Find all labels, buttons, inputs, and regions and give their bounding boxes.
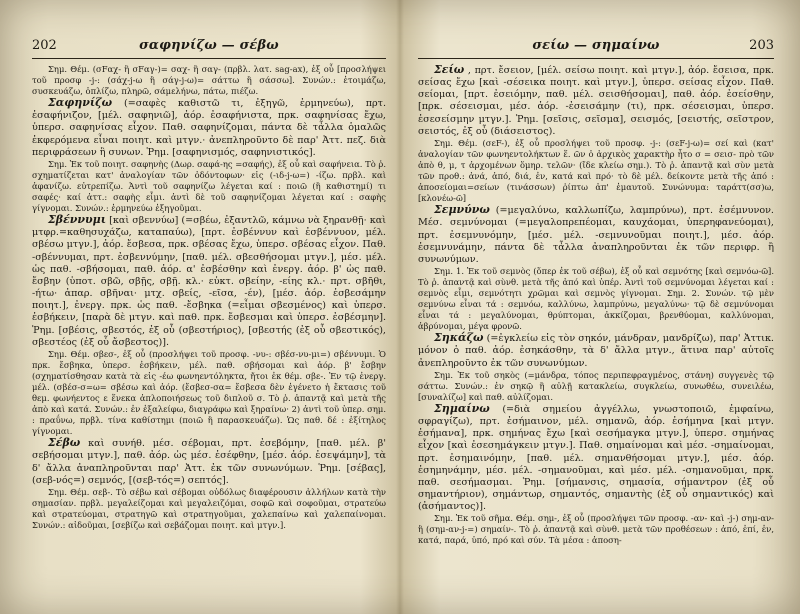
entry-paragraph — [418, 332, 774, 369]
entry-paragraph — [418, 204, 774, 266]
note-paragraph — [32, 349, 386, 437]
left-page-body — [32, 64, 386, 531]
entry-text: Σημ. Θέμ. (σFαχ- ἢ σFαγ-)= σαχ- ἢ σαγ- (πρβλ. λατ. sag-ax), ἐξ οὗ [προσλήψει τοῦ προσφ -j-: (σάχ-j-ω ἢ σάγ-j-ω)= σάττω ἢ σάσσω]. Συνών.: ἑτοιμάζω, συσκευάζω, ὁπλίζω, πληρῶ, σάμελήνω, πάτω, πιέζω. — [32, 64, 386, 97]
entry-text: Σημ. Ἐκ τοῦ σῆμα. Θέμ. σημ-, ἐξ οὗ (προσλήψει τῶν προσφ. -αν- καὶ -j-) σημ-αν- ἢ (σημ-αν-j-=) σημαίν-. Τὸ ῥ. ἀπαντᾷ καὶ σὺνθ. μετὰ τῶν προθέσεων : ἀπό, ἐπί, ἐν, κατά, παρά, ὑπό, πρό καὶ σύν. Τὰ μέσα : ἀποση- — [418, 513, 774, 546]
entry-text: (=διὰ σημείου ἀγγέλλω, γνωστοποιῶ, ἐμφαίνω, σφραγίζω), πρτ. ἐσήμαινον, μέλ. σημανῶ, ἀόρ. ἐσήμηνα [καὶ μτγν. ἐσήμανα], πρκ. σημήνας ἔχω [καὶ σεσήμαγκα μτγν.], ὑπερσ. σημήνας εἶχον [καὶ ἐσεσημάγκειν μτγν.]. Παθ. σημαίνομαι καὶ μέσ. -σημαίνομαι, πρτ. ἐσημαινόμην, [παθ. μέλ. σημανθήσομαι μτγν.], μέσ. ἀόρ. ἐσημηνάμην, μέσ. μέλ. -σημανοῦμαι, καὶ μέσ. μέλ. -σημανοῦμαι, πρκ. παθ. σεσήμασμαι. Ῥημ. [σήμανσις, σημασία, σήμαντρον (ἐξ οὗ σημαντήριον), σημάντωρ, σημαντός, σημαντὴς (ἐξ οὗ σημαντικός) καὶ (ἀσήμαντος)]. — [418, 403, 774, 513]
right-page-number: 203 — [749, 38, 774, 53]
left-running-head: σαφηνίζω — σέβω — [139, 38, 279, 53]
note-paragraph — [418, 513, 774, 546]
right-page-body — [418, 64, 774, 546]
entry-paragraph — [32, 214, 386, 349]
entry-text: Σημ. Θέμ. σβεσ-, ἐξ οὗ (προσλήψει τοῦ προσφ. -νυ-: σβέσ-νυ-μι=) σβέννυμι. Ὁ πρκ. ἔσβηκα, ὑπερσ. ἐσβήκειν, μέλ. παθ. σβήσομαι καὶ ἀόρ. β' ἔσβην (σχηματίσθησαν κατὰ τὰ εἰς -έω φωνηεντόληκτα, ἤτοι ἐκ θέμ. σβε-. Ἐν τῷ ἐνεργ. μέλ. (σβέσ-σ=ω= σβέσω καὶ ἀόρ. (ἔσβεσ-σα= ἔσβεσα δὲν ἐγένετο ἡ ἔκτασις τοῦ θεμ. φωνήεντος ε ἕνεκα ἀπλοποιήσεως τοῦ διπλοῦ σ. Τὸ ῥ. ἀπαντᾷ καὶ μετὰ τῆς ἀπὸ καὶ κατά. Συνών.: ἐν ἐξαλείφω, διαγράφω καὶ ξηραίνω· 2) ἀντὶ τοῦ ὑπερ. σημ. : πραΰνω, πρβλ. τίνα καθίστημι (ποιῶ ἢ παρασκευάζω). Ὡς παθ. δέ : ἐξίτηλος γίγνομαι. — [32, 348, 386, 437]
left-page — [8, 0, 392, 614]
entry-lemma: Σείω — [434, 63, 465, 76]
entry-text: Σημ. 1. Ἐκ τοῦ σεμνὸς (ὅπερ ἐκ τοῦ σέβω), ἐξ οὗ καὶ σεμνότης [καὶ σεμνόω-ῶ]. Τὸ ῥ. ἀπαντᾷ καὶ σὺνθ. μετὰ τῆς ἀπό καὶ ὑπέρ. Ἀντὶ τοῦ σεμνύνομαι λέγεται καί : σεμνὸς εἶμι, σεμνότητι χρῶμαι καὶ σεμνὸς γίγνομαι. Σημ. 2. Συνών. τῷ μὲν σεμνύνω εἶναι τά : σεμνόω, καλλύνω, λαμπρύνω, μεγαλύνω· τῷ δὲ σεμνύνομαι εἶναι τά : μεγαλύνομαι, θρύπτομαι, ἀκκίζομαι, βρενθύομαι, καλλύνομαι, ἁβρύνομαι, μέγα φρονῶ. — [418, 266, 774, 332]
note-paragraph — [418, 138, 774, 204]
entry-lemma: Σημαίνω — [434, 401, 490, 415]
entry-paragraph — [418, 403, 774, 513]
entry-text: καὶ συνήθ. μέσ. σέβομαι, πρτ. ἐσεβόμην, [παθ. μέλ. β' σεβήσομαι μτγν.], παθ. ἀόρ. ὡς μέσ. ἐσέφθην, [μέσ. ἀόρ. ἐσεψάμην], τὰ δ' ἄλλα ἀναπληροῦνται παρ' Ἀττ. ἐκ τῶν συνωνύμων. Ῥημ. [σέβας], (σεβ-νός=) σεμνός, [(σεβ-τός=) σεπτός]. — [32, 438, 386, 486]
entry-text: (=μεγαλύνω, καλλωπίζω, λαμπρύνω), πρτ. ἐσέμνυνον. Μέσ. σεμνύνομαι (=μεγαλοπρεπέομαι, καυχάομαι, ὑπερηφανεύομαι), πρτ. ἐσεμνυνόμην, [μέσ. μέλ. -σεμνυνοῦμαι ποιητ.], μέσ. ἀόρ. ἐσεμνυνάμην, πάντα δὲ τἆλλα ἀναπληροῦνται ἐκ τῶν περιφρ. ἢ συνωνύμων. — [418, 205, 774, 265]
entry-text: Σημ. Ἐκ τοῦ ποιητ. σαφηνὴς (Δωρ. σαφά-ης =σαφής), ἐξ οὗ καὶ σαφήνεια. Τὸ ῥ. σχηματίζεται κατ' ἀναλογίαν τῶν ὀδόντοφων· εἰς (-ιδ-j-ω=) -ίζω. πρβλ. καὶ ἀφανίζω. εὐτρεπίζω. Ἀντὶ τοῦ σαφηνίζω λέγεται καί : ποιῶ (ἢ καθιστημί) τι σαφές· καί ἀττ.: σαφὴς εἶμι. ἀντὶ δὲ τοῦ σαφηνίζομαι λέγεται καί : σαφὴς γίγνομαι. Συνών.: ἑρμηνεύω ἐξηγοῦμαι. — [32, 158, 386, 214]
note-paragraph — [32, 159, 386, 214]
entry-paragraph — [418, 64, 774, 138]
note-paragraph — [418, 370, 774, 403]
entry-lemma: Σβέννυμι — [48, 213, 107, 227]
right-page-header — [418, 38, 774, 54]
right-page — [410, 0, 792, 614]
note-paragraph — [418, 266, 774, 332]
entry-text: (=ἐγκλείω εἰς τὸν σηκόν, μάνδραν, μανδρίζω), παρ' Ἀττικ. μόνον ὁ παθ. ἀόρ. ἐσηκάσθην, τὰ δ' ἄλλα μτγν., ἅτινα παρ' αὐτοῖς ἀνεπληροῦντο ἐκ τῶν συνωνύμων. — [418, 333, 774, 369]
left-page-header — [32, 38, 386, 54]
entry-lemma: Σηκάζω — [434, 331, 484, 345]
entry-text: (=σαφὲς καθιστῶ τι, ἐξηγῶ, ἑρμηνεύω), πρτ. ἐσαφήνιζον, [μέλ. σαφηνιῶ], ἀόρ. ἐσαφήνιστα, πρκ. σαφηνίσας ἔχω, ὑπερσ. σαφηνίσας εἶχον. Παθ. σαφηνίζομαι, πάντα δὲ τἆλλα ὁμαλῶς ἐκφερόμενα εἶναι ποιητ. καὶ μτγν.· ἀνεπληροῦντο δὲ παρ' Ἀττ. πεζ. διὰ περιφράσεων ἢ συνων. Ῥημ. [σαφηνισμός, σαφηνιστικός]. — [32, 98, 386, 158]
right-header-rule — [418, 58, 774, 59]
entry-text: Σημ. Ἐκ τοῦ σηκὸς (=μάνδρα, τόπος περιπεφραγμένος, στάνη) συγγενὲς τῷ σάττω. Συνών.: ἐν σηκῷ ἢ αὐλῇ κατακλείω, συγκλείω, συνωθέω, συνειλέω, [συναλίζω] καὶ παθ. αὐλίζομαι. — [418, 369, 774, 402]
right-running-head: σείω — σημαίνω — [532, 38, 660, 53]
entry-text: Σημ. Θέμ. σεβ-. Τὸ σέβω καὶ σέβομαι οὐδόλως διαφέρουσιν ἀλλήλων κατὰ τὴν σημασίαν. πρβλ. μεγαλείζομαι καὶ μεγαλειζόμαι, σοφῶ καὶ σοφοῦμαι, στρατεύω καὶ στρατεύομαι, στρατηγῶ καὶ στρατηγοῦμαι, χαλεπαίνω καὶ χαλεπαίνομαι. Συνών.: αἰδοῦμαι, [σεβίζω καὶ σεβάζομαι ποιητ. καὶ μτγν.]. — [32, 486, 386, 531]
entry-lemma: Σεμνύνω — [434, 203, 490, 217]
note-paragraph — [32, 64, 386, 97]
entry-paragraph — [32, 437, 386, 487]
entry-lemma: Σέβω — [48, 436, 81, 450]
entry-text: [καὶ σβεννύω] (=σβέω, ἐξαντλῶ, κάμνω νὰ ξηρανθῇ· καὶ μτφρ.=καθησυχάζω, καταπαύω), [πρτ. ἐσβέννυν καὶ ἐσβέννυον, μέλ. σβέσω μτγν.], ἀόρ. ἔσβεσα, πρκ. σβέσας ἔχω, ὑπερσ. σβέσας εἶχον. Παθ. -σβέννυμαι, πρτ. ἐσβεννύμην, [παθ. μέλ. σβεσθήσομαι μτγν.], μέσ. μέλ. ὡς παθ. -σβήσομαι, παθ. ἀόρ. α' ἐσβέσθην καὶ ἐνεργ. ἀόρ. β' ὡς παθ. ἔσβην (ὑποτ. σβῶ, σβῇς, σβῇ. κλ.· εὐκτ. σβείην, -είης κλ.· πρτ. σβῆθι, -ήτω· ἀπαρ. σβῆναι· μτχ. σβείς, -εῖσα, -έν), [μέσ. ἀόρ. ἐσβεσάμην ποιητ.], ἐνεργ. πρκ. ὡς παθ. -ἔσβηκα (=εἶμαι σβεσμένος) καὶ ὑπερσ. ἐσβήκειν, [παρὰ δὲ μτγν. καὶ παθ. πρκ. ἔσβεσμαι καὶ ὑπερσ. ἐσβέσμην]. Ῥημ. [σβέσις, σβεστός, ἐξ οὗ (σβεστήριος), [σβεστής (ἐξ οὗ σβεστικός), σβεστέος (ἐξ οὗ ἄσβεστος)]. — [32, 215, 386, 348]
note-paragraph — [32, 487, 386, 531]
left-page-number: 202 — [32, 38, 57, 53]
entry-paragraph — [32, 97, 386, 159]
entry-text: Σημ. Θέμ. (σεF-), ἐξ οὗ προσλήψει τοῦ προσφ. -j-: (σεF-j-ω)= σεί καὶ (κατ' ἀναλογίαν τῶν φωνηεντολήκτων ἕ. ῶν ὁ ἀρχικὸς χαρακτὴρ ἦτο σ = σεισ- πρὸ τῶν ἀπὸ θ, μ, τ ἀρχομένων ὅμηρ. τελῶν· (ἴδε κλείω σημ.). Τὸ ῥ. ἀπαντᾷ καὶ σὺν μετὰ τῶν προθ.: ἀνά, ἀπό, διά, ἐν, κατά καὶ πρό· τὸ δὲ μέλ. δείκοντε μετὰ τῆς ἀπό : ἀποσείομαι=σείων (τινάσσων) ῥίπτω ἀπ' ἐμαυτοῦ. Συνώνυμα: ταράττ(σσ)ω, [κλονέω-ῶ] — [418, 137, 774, 204]
left-header-rule — [32, 58, 386, 59]
entry-lemma: Σαφηνίζω — [48, 96, 113, 110]
entry-text: , πρτ. ἔσειον, [μέλ. σείσω ποιητ. καὶ μτγν.], ἀόρ. ἔσεισα, πρκ. σείσας ἔχω [καὶ -σέσεικα ποιητ. καὶ μτγν.], ὑπερσ. σείσας εἶχον. Παθ. σείομαι, [πρτ. ἐσειόμην, παθ. μέλ. σεισθήσομαι], παθ. ἀόρ. ἐσείσθην, [πρκ. σέσεισμαι, μέσ. ἀόρ. -ἐσεισάμην (τι), πρκ. σέσεισμαι, ὑπερσ. ἐσεσείσμην μτγν.]. Ῥημ. [σεῖσις, σεῖσμα], σεισμός, [σειστής, σεῖστρον, σειστός, ἐξ οὗ (διάσειστος). — [418, 65, 774, 137]
